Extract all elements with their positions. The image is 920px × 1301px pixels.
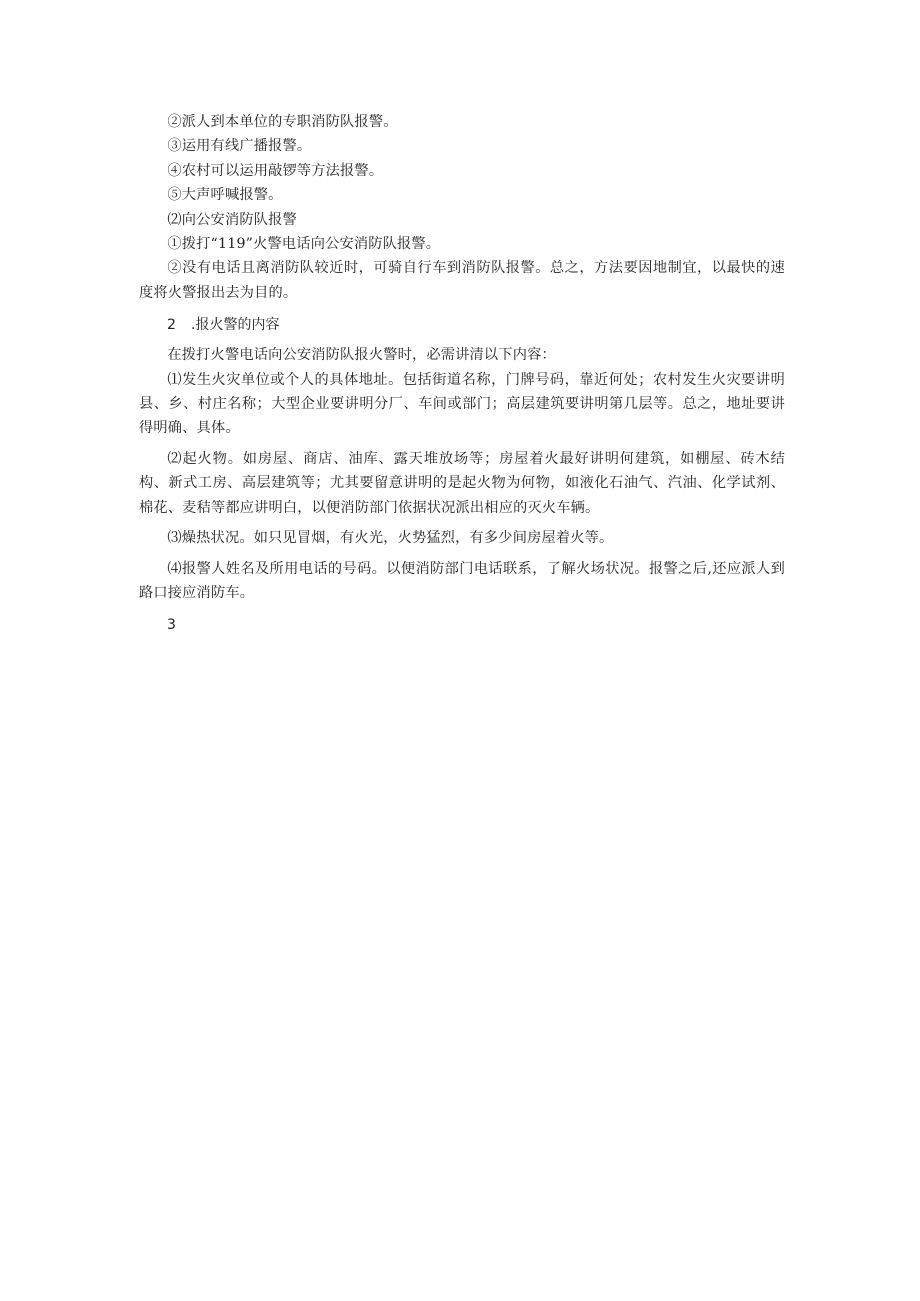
paragraph: ⑶燥热状况。如只见冒烟，有火光，火势猛烈，有多少间房屋着火等。	[167, 530, 614, 547]
paragraph-line: ③运用有线广播报警。	[167, 138, 312, 155]
paragraph: ⑷报警人姓名及所用电话的号码。以便消防部门电话联系，了解火场状况。报警之后,还应派人到路口接应消防车。	[139, 560, 785, 601]
paragraph: 在拨打火警电话向公安消防队报火警时，必需讲清以下内容：	[167, 347, 556, 364]
section-number: 3	[167, 617, 176, 634]
paragraph: ⑴发生火灾单位或个人的具体地址。包括街道名称，门牌号码，靠近何处；农村发生火灾要讲明县、乡、村庄名称；大型企业要讲明分厂、车间或部门；高层建筑要讲明第几层等。总之，地址要讲得明确、具体。	[139, 371, 785, 437]
section-heading	[139, 313, 785, 337]
paragraph-line: ④农村可以运用敲锣等方法报警。	[167, 162, 384, 179]
paragraph-line: ②没有电话且离消防队较近时，可骑自行车到消防队报警。总之，方法要因地制宜，以最快的速度将火警报出去为目的。	[139, 260, 785, 301]
document-body	[139, 110, 785, 637]
paragraph: ⑵起火物。如房屋、商店、油库、露天堆放场等；房屋着火最好讲明何建筑，如棚屋、砖木结构、新式工房、高层建筑等；尤其要留意讲明的是起火物为何物，如液化石油气、汽油、化学试剂、棉花、麦秸等都应讲明白，以便消防部门依据状况派出相应的灭火车辆。	[139, 450, 785, 516]
paragraph-line: ⑤大声呼喊报警。	[167, 187, 283, 204]
section-number: 2	[167, 317, 176, 334]
paragraph-line: ⑵向公安消防队报警	[167, 211, 297, 228]
section-title: .报火警的内容	[191, 317, 280, 334]
paragraph-line: ①拨打“119”火警电话向公安消防队报警。	[167, 236, 441, 253]
paragraph-line: ②派人到本单位的专职消防队报警。	[167, 114, 398, 130]
